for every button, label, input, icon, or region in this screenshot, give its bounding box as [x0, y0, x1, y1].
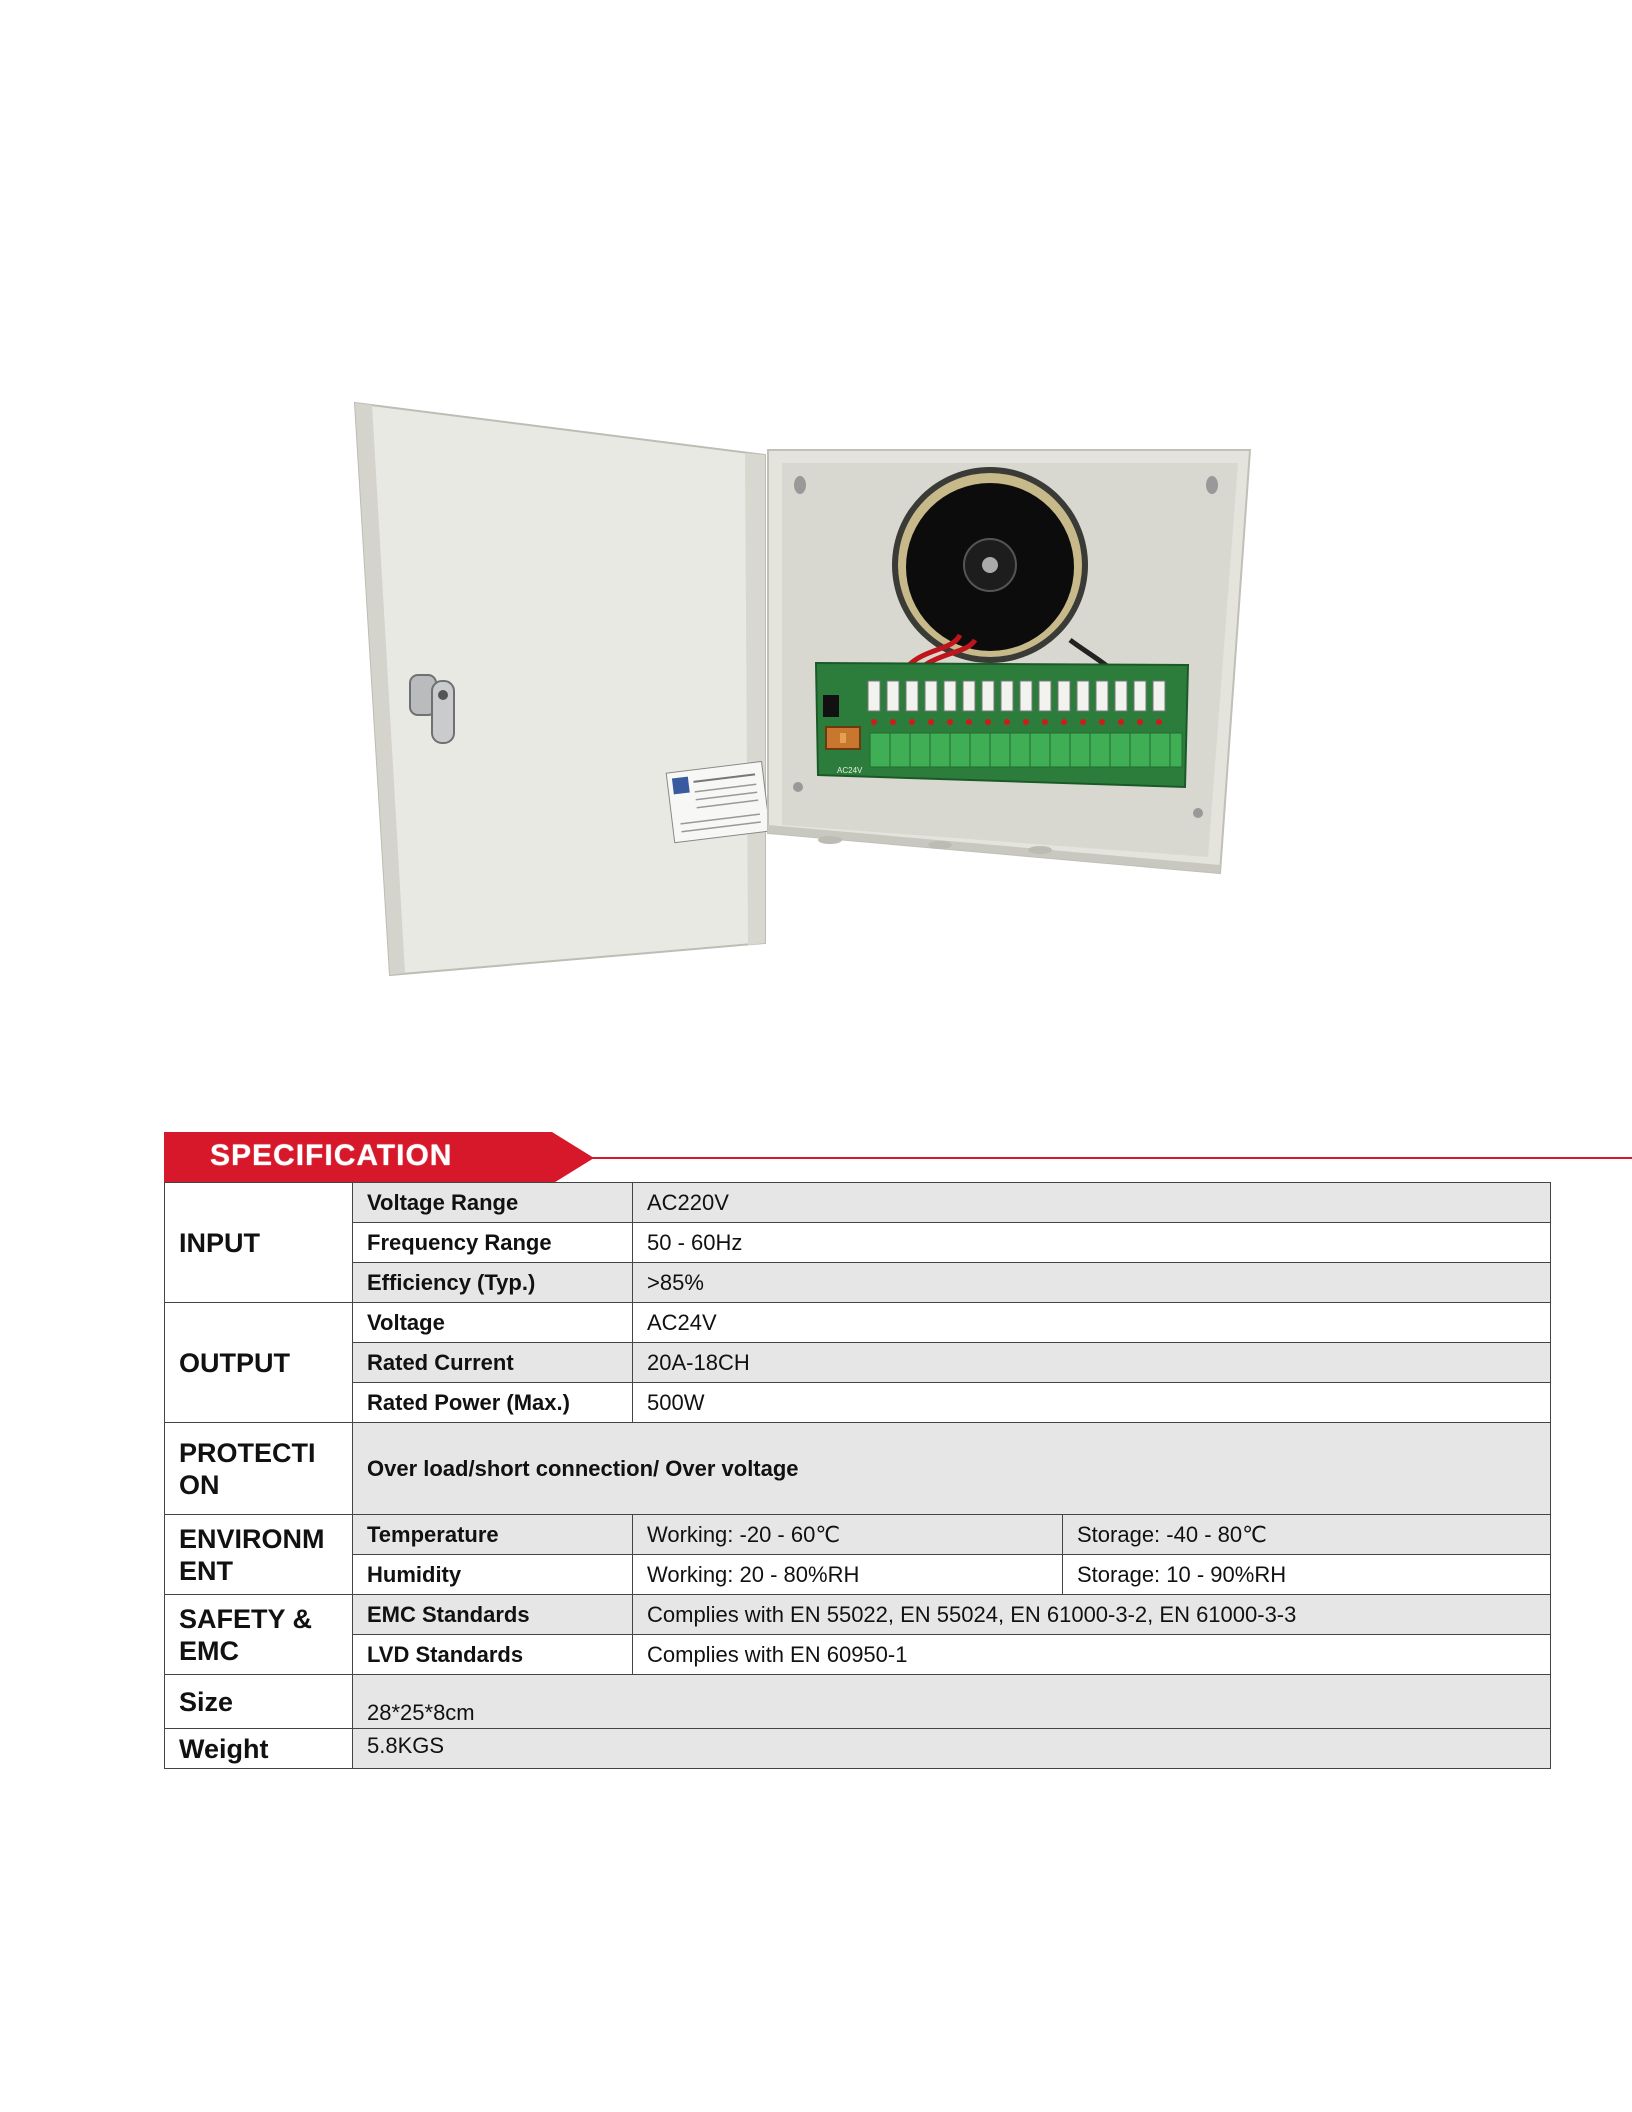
value-temperature-working: Working: -20 - 60℃: [633, 1515, 1063, 1555]
table-row: [165, 1263, 1551, 1303]
value-rated-current: 20A-18CH: [633, 1343, 1551, 1383]
board-label: AC24V: [837, 766, 863, 775]
param-rated-current: Rated Current: [353, 1343, 633, 1383]
circuit-board: [816, 663, 1188, 787]
param-rated-power: Rated Power (Max.): [353, 1383, 633, 1423]
product-photo: [350, 395, 1270, 995]
param-emc-standards: EMC Standards: [353, 1595, 633, 1635]
value-efficiency: >85%: [633, 1263, 1551, 1303]
param-output-voltage: Voltage: [353, 1303, 633, 1343]
param-frequency-range: Frequency Range: [353, 1223, 633, 1263]
table-row: [165, 1183, 1551, 1223]
param-temperature: Temperature: [353, 1515, 633, 1555]
spec-table: [164, 1182, 1551, 1769]
value-humidity-working: Working: 20 - 80%RH: [633, 1555, 1063, 1595]
category-size: Size: [165, 1675, 353, 1729]
table-row: [165, 1303, 1551, 1343]
table-row: [165, 1343, 1551, 1383]
value-weight: 5.8KGS: [353, 1729, 1551, 1769]
table-row: [165, 1595, 1551, 1635]
value-voltage-range: AC220V: [633, 1183, 1551, 1223]
category-environment: ENVIRONM ENT: [165, 1515, 353, 1595]
value-emc-standards: Complies with EN 55022, EN 55024, EN 61000-3-2, EN 61000-3-3: [633, 1595, 1551, 1635]
param-efficiency: Efficiency (Typ.): [353, 1263, 633, 1303]
value-frequency-range: 50 - 60Hz: [633, 1223, 1551, 1263]
value-protection: Over load/short connection/ Over voltage: [353, 1423, 1551, 1515]
value-temperature-storage: Storage: -40 - 80℃: [1063, 1515, 1551, 1555]
category-input: INPUT: [165, 1183, 353, 1303]
param-voltage-range: Voltage Range: [353, 1183, 633, 1223]
spec-title: SPECIFICATION: [210, 1139, 453, 1172]
value-output-voltage: AC24V: [633, 1303, 1551, 1343]
category-weight: Weight: [165, 1729, 353, 1769]
param-lvd-standards: LVD Standards: [353, 1635, 633, 1675]
table-row: [165, 1423, 1551, 1515]
transformer: [892, 467, 1088, 663]
table-row: [165, 1555, 1551, 1595]
category-output: OUTPUT: [165, 1303, 353, 1423]
door-label: [666, 761, 770, 842]
table-row: [165, 1729, 1551, 1769]
table-row: [165, 1635, 1551, 1675]
value-rated-power: 500W: [633, 1383, 1551, 1423]
value-lvd-standards: Complies with EN 60950-1: [633, 1635, 1551, 1675]
value-size: 28*25*8cm: [353, 1675, 1551, 1729]
category-safety: SAFETY & EMC: [165, 1595, 353, 1675]
param-humidity: Humidity: [353, 1555, 633, 1595]
table-row: [165, 1223, 1551, 1263]
table-row: [165, 1675, 1551, 1729]
table-row: [165, 1383, 1551, 1423]
category-protection: PROTECTI ON: [165, 1423, 353, 1515]
table-row: [165, 1515, 1551, 1555]
value-humidity-storage: Storage: 10 - 90%RH: [1063, 1555, 1551, 1595]
